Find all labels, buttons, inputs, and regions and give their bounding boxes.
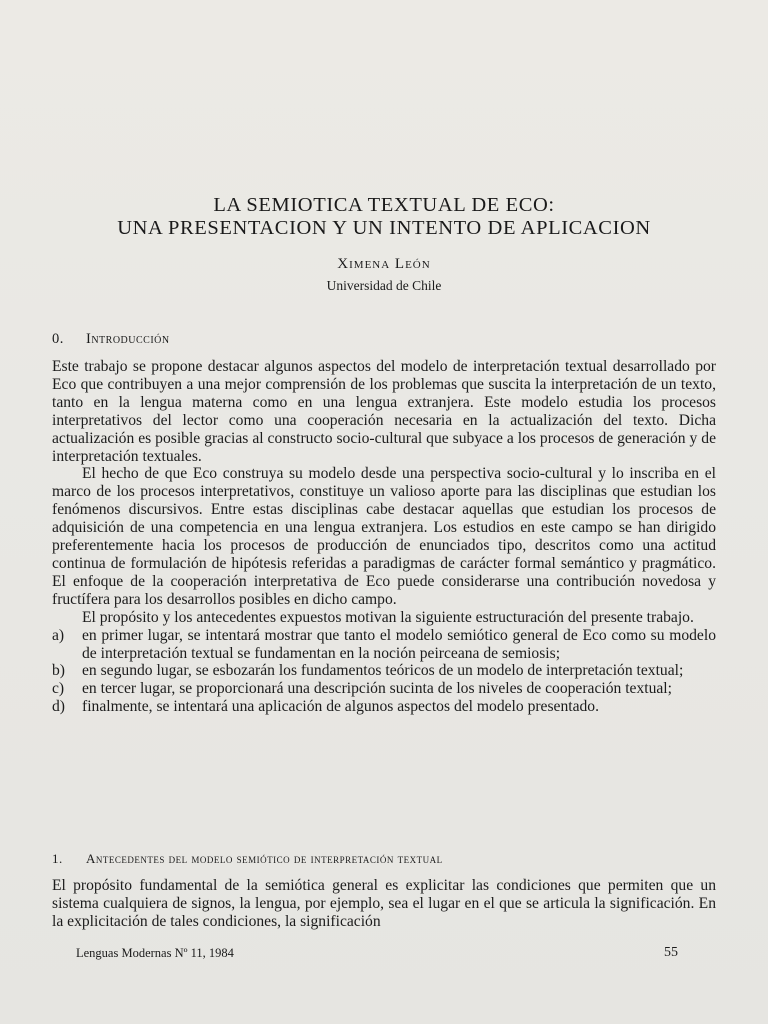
list-marker: a) [52, 626, 65, 644]
paragraph: El propósito fundamental de la semiótica general es explicitar las condiciones que permiten que un sistema cualquiera de signos, la lengua, por ejemplo, sea el lugar en el que se articula la significación. En la explicitación de tales condiciones, la significación [52, 877, 716, 930]
list-marker: b) [52, 662, 65, 680]
introduction-body [52, 358, 716, 716]
section-number: 0. [52, 331, 64, 347]
list-item-text: en segundo lugar, se esbozarán los fundamentos teóricos de un modelo de interpretación textual; [82, 662, 684, 680]
list-item [52, 698, 716, 716]
page-number: 55 [664, 945, 678, 960]
list-item-text: en tercer lugar, se proporcionará una descripción sucinta de los niveles de cooperación textual; [82, 680, 672, 698]
list-item [52, 662, 716, 680]
paragraph: El hecho de que Eco construya su modelo desde una perspectiva socio-cultural y lo inscriba en el marco de los procesos interpretativos, constituye un valioso aporte para las disciplinas que estudian los fenómenos discursivos. Entre estas disciplinas cabe destacar aquellas que estudian los procesos de adquisición de una competencia en una lengua extranjera. Los estudios en este campo se han dirigido preferentemente hacia los procesos de producción de enunciados tipo, descritos como una actitud continua de formulación de hipótesis referidas a paradigmas de carácter formal semántico y pragmático. El enfoque de la cooperación interpretativa de Eco puede considerarse una contribución novedosa y fructífera para los desarrollos posibles en dicho campo. [52, 465, 716, 608]
article-title-line1: LA SEMIOTICA TEXTUAL DE ECO: [213, 194, 555, 216]
section-heading-antecedentes [52, 851, 443, 867]
list-item-text: finalmente, se intentará una aplicación de algunos aspectos del modelo presentado. [82, 698, 600, 716]
article-title [0, 194, 768, 240]
section-number: 1. [52, 851, 63, 866]
list-item [52, 627, 716, 663]
list-marker: d) [52, 698, 65, 716]
list-item [52, 680, 716, 698]
section-title: Antecedentes del modelo semiótico de interpretación textual [86, 851, 443, 866]
section-title: Introducción [86, 331, 170, 347]
article-title-line2: UNA PRESENTACION Y UN INTENTO DE APLICACION [117, 217, 651, 239]
journal-citation: Lenguas Modernas Nº 11, 1984 [76, 946, 234, 960]
list-marker: c) [52, 680, 65, 698]
list-item-text: en primer lugar, se intentará mostrar que tanto el modelo semiótico general de Eco como su modelo de interpretación textual se fundamentan en la noción peirceana de semiosis; [82, 626, 716, 662]
paragraph: Este trabajo se propone destacar algunos aspectos del modelo de interpretación textual desarrollado por Eco que contribuyen a una mejor comprensión de los problemas que suscita la interpretación de un texto, tanto en la lengua materna como en una lengua extranjera. Este modelo estudia los procesos interpretativos del lector como una cooperación necesaria en la actualización del texto. Dicha actualización es posible gracias al constructo socio-cultural que subyace a los procesos de generación y de interpretación textuales. [52, 358, 716, 465]
author-affiliation: Universidad de Chile [326, 278, 442, 293]
section-heading-introduccion [52, 331, 170, 348]
show-through-text [500, 92, 710, 164]
paragraph: El propósito y los antecedentes expuestos motivan la siguiente estructuración del presente trabajo. [82, 608, 694, 626]
author-name: Ximena León [337, 256, 431, 272]
section1-body [52, 877, 716, 931]
